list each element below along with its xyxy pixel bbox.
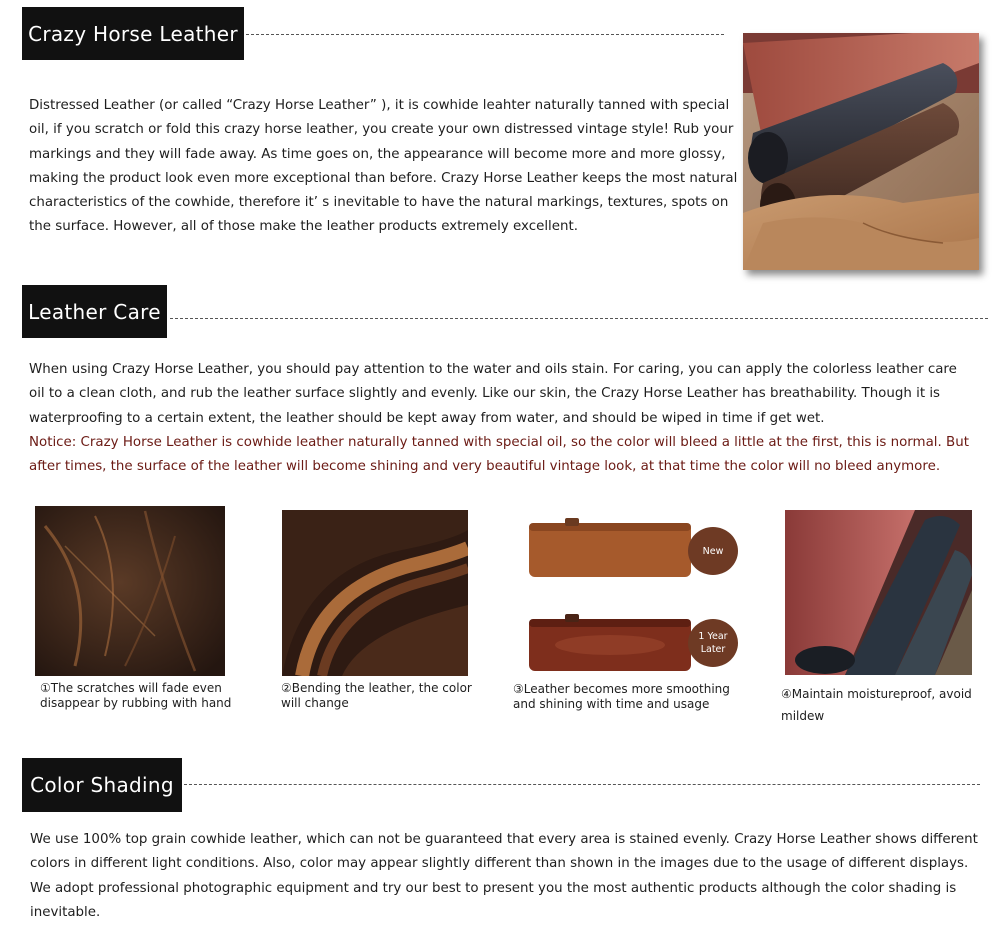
tip-1-caption: ①The scratches will fade even disappear by rubbing with hand xyxy=(40,681,232,710)
bent-leather-illustration xyxy=(282,510,468,676)
new-badge xyxy=(688,527,738,575)
color-shading-title: Color Shading xyxy=(30,773,174,797)
leather-rolls-small-photo xyxy=(785,510,972,675)
color-shading-heading xyxy=(22,758,182,812)
bent-leather-photo xyxy=(282,510,468,676)
color-shading-paragraph: We use 100% top grain cowhide leather, which can not be guaranteed that every area is stained evenly. Crazy Horse Leather shows different colors in different light conditions. Also, color may appear slightly different than shown in the images due to the usage of different displays. We adopt professional photographic equipment and try our best to present you the most authentic products although the color shading is inevitable. xyxy=(30,832,978,920)
leather-care-paragraph: When using Crazy Horse Leather, you should pay attention to the water and oils stain. For caring, you can apply the colorless leather care oil to a clean cloth, and rub the leather surface slightly and evenly. Like our skin, the Crazy Horse Leather has breathability. Though it is waterproofing to a certain extent, the leather should be kept away from water, and should be wiped in time if get wet. xyxy=(29,362,957,426)
scratch-leather-photo xyxy=(35,506,225,676)
year-later-badge-line1: 1 Year xyxy=(698,631,728,642)
new-pouch-illustration xyxy=(525,515,695,579)
tip-3-caption: ③Leather becomes more smoothing and shining with time and usage xyxy=(513,682,730,711)
leather-rolls-illustration xyxy=(743,33,979,270)
year-later-badge-line2: Later xyxy=(700,644,726,655)
aged-pouch-illustration xyxy=(525,613,695,673)
year-later-badge xyxy=(688,619,738,667)
new-badge-label: New xyxy=(702,545,724,557)
scratch-leather-illustration xyxy=(35,506,225,676)
leather-care-notice: Notice: Crazy Horse Leather is cowhide leather naturally tanned with special oil, so the color will bleed a little at the first, this is normal. But after times, the surface of the leather will become shining and very beautiful vintage look, at that time the color will no bleed anymore. xyxy=(29,434,969,475)
leather-care-title: Leather Care xyxy=(28,299,161,324)
color-shading-divider xyxy=(184,784,980,785)
crazy-horse-divider xyxy=(246,34,724,35)
leather-care-heading xyxy=(22,285,167,338)
leather-care-divider xyxy=(170,318,988,319)
crazy-horse-paragraph: Distressed Leather (or called “Crazy Horse Leather” ), it is cowhide leahter naturally tanned with special oil, if you scratch or fold this crazy horse leather, you create your own distressed vintage style! Rub your markings and they will fade away. As time goes on, the appearance will become more and more glossy, making the product look even more exceptional than before. Crazy Horse Leather keeps the most natural characteristics of the cowhide, therefore it’ s inevitable to have the natural markings, textures, spots on the surface. However, all of those make the leather products extremely excellent. xyxy=(29,98,738,235)
new-pouch-photo xyxy=(525,515,695,579)
tip-4-caption: ④Maintain moistureproof, avoid mildew xyxy=(781,687,972,723)
leather-care-block xyxy=(29,358,975,479)
crazy-horse-heading xyxy=(22,7,244,60)
leather-rolls-photo xyxy=(743,33,979,270)
crazy-horse-title: Crazy Horse Leather xyxy=(28,21,238,46)
leather-rolls-small-illustration xyxy=(785,510,972,675)
tip-2-caption: ②Bending the leather, the color will change xyxy=(281,681,472,710)
aged-pouch-photo xyxy=(525,613,695,673)
